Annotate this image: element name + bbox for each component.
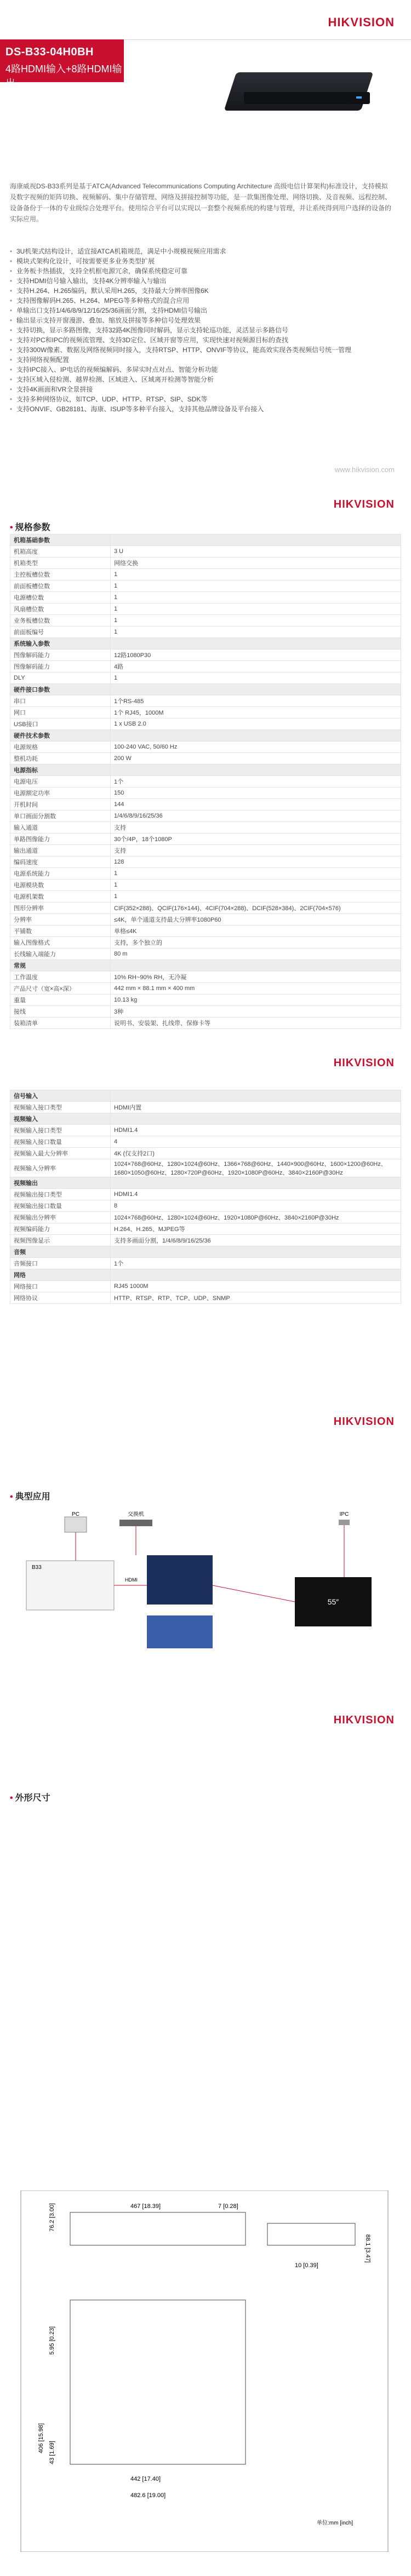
spec-value: 1 x USB 2.0 (111, 718, 401, 730)
spec-value: 支持 (111, 845, 401, 856)
spec-row (10, 948, 401, 960)
pc-label: PC (72, 1511, 79, 1517)
spec-key: 网络协议 (10, 1292, 111, 1304)
spec-key: 视频输出接口数量 (10, 1200, 111, 1212)
spec-key: 电源机架数 (10, 891, 111, 902)
spec-value: 1 (111, 592, 401, 603)
spec-value (111, 1246, 401, 1258)
spec-key: 重量 (10, 994, 111, 1006)
spec-value: 1 (111, 891, 401, 902)
feature-item: • 支持4K画面和VR全景拼接 (10, 384, 393, 394)
device-led (356, 96, 362, 99)
device-label: B33 (32, 1565, 42, 1571)
spec-key: DLY (10, 672, 111, 684)
feature-item: • 单输出口支持1/4/6/8/9/12/16/25/36画面分割，支持HDMI信号输出 (10, 306, 393, 315)
spec-value: 1个 (111, 776, 401, 787)
spec-value: 10.13 kg (111, 994, 401, 1006)
spec-row (10, 787, 401, 799)
spec-row (10, 546, 401, 557)
spec-row (10, 649, 401, 661)
spec-key: USB接口 (10, 718, 111, 730)
dim-label-1: 76.2 [3.00] (49, 2203, 55, 2232)
spec-row (10, 695, 401, 707)
spec-row (10, 925, 401, 937)
spec-value: 1 (111, 615, 401, 626)
spec-value: 150 (111, 787, 401, 799)
spec-key: 整机功耗 (10, 753, 111, 764)
spec-value: H.264、H.265、MJPEG等 (111, 1223, 401, 1235)
spec-key: 机箱高度 (10, 546, 111, 557)
model-number: DS-B33-04H0BH (5, 46, 94, 58)
spec-key: 分辨率 (10, 914, 111, 925)
dim-label-10: 10 [0.39] (295, 2262, 318, 2269)
dims-title-text: 外形尺寸 (15, 1793, 50, 1803)
dim-label-6: 406 [15.98] (38, 2423, 44, 2453)
ipc-label: IPC (339, 1511, 349, 1517)
dimension-drawing (10, 2190, 401, 2552)
monitor-label: 55″ (327, 1597, 339, 1606)
spec-key: 信号输入 (10, 1090, 111, 1102)
spec-key: 视频输出接口类型 (10, 1189, 111, 1200)
dim-label-9: 482.6 [19.00] (130, 2492, 166, 2499)
spec-value: 200 W (111, 753, 401, 764)
spec-key: 电源系统能力 (10, 868, 111, 879)
spec-title-text: 规格参数 (15, 523, 50, 532)
spec-key: 开机时间 (10, 799, 111, 810)
spec-value: 1 (111, 603, 401, 615)
feature-item: • 支持区域入侵检测、越界检测、区域进入、区域离开检测等智能分析 (10, 375, 393, 384)
spec-key: 音频 (10, 1246, 111, 1258)
spec-key: 单路图像能力 (10, 833, 111, 845)
spec-value: 支持，多个独立的 (111, 937, 401, 948)
website-watermark: www.hikvision.com (334, 465, 395, 474)
spec-row (10, 615, 401, 626)
spec-value: 支持 (111, 822, 401, 833)
spec-row (10, 891, 401, 902)
spec-value: 1个 (111, 1258, 401, 1269)
spec-row (10, 1281, 401, 1292)
spec-key: 图像解码能力 (10, 661, 111, 672)
spec-row (10, 741, 401, 753)
spec-row (10, 672, 401, 684)
feature-item: • 支持300W像素、数据及网络视频同时接入，支持RTSP、HTTP、ONVIF等协议，能高效实现各类视频信号统一管理 (10, 345, 393, 355)
spec-key: 视频输入 (10, 1113, 111, 1125)
feature-item: • 支持多种网络协议，如TCP、UDP、HTTP、RTSP、SIP、SDK等 (10, 394, 393, 404)
spec-key: 图形分辨率 (10, 902, 111, 914)
device-chassis (224, 72, 374, 111)
spec-key: 业务板槽位数 (10, 615, 111, 626)
spec-value: 128 (111, 856, 401, 868)
spec-group-row (10, 638, 401, 649)
spec-row (10, 1136, 401, 1148)
spec-key: 输入图像格式 (10, 937, 111, 948)
spec-group-row (10, 1090, 401, 1102)
spec-row (10, 833, 401, 845)
feature-item: • 支持ONVIF、GB28181、海康、ISUP等多种平台接入，支持其他品牌设备及平台接入 (10, 404, 393, 414)
spec-row (10, 1125, 401, 1136)
spec-row (10, 557, 401, 569)
feature-item: • 支持对PC和IPC的视频流管理、支持3D定位、区域开窗等应用，实现快速对视频源目标的查找 (10, 335, 393, 345)
spec-key: 产品尺寸（宽×高×深） (10, 983, 111, 994)
spec-row (10, 776, 401, 787)
brand-logo-spec: HIKVISION (333, 498, 395, 510)
spec-key: 网络接口 (10, 1281, 111, 1292)
spec-key: 平铺数 (10, 925, 111, 937)
spec-key: 主控板槽位数 (10, 569, 111, 580)
spec-row (10, 1189, 401, 1200)
spec-value: 1024×768@60Hz、1280×1024@60Hz、1920×1080P@60Hz、3840×2160P@30Hz (111, 1212, 401, 1223)
spec-value: 1 (111, 672, 401, 684)
spec-row (10, 718, 401, 730)
spec-row (10, 868, 401, 879)
spec-key: 单口画面分割数 (10, 810, 111, 822)
bullet-dot: • (10, 523, 13, 532)
spec-row (10, 971, 401, 983)
product-image (219, 60, 384, 126)
dim-label-3: 7 [0.28] (218, 2203, 238, 2210)
spec-group-row (10, 764, 401, 776)
spec-row (10, 983, 401, 994)
spec-key: 长线输入端能力 (10, 948, 111, 960)
spec-title (10, 520, 50, 533)
spec-row (10, 569, 401, 580)
spec-key: 硬件接口参数 (10, 684, 111, 695)
spec-key: 系统输入参数 (10, 638, 111, 649)
spec-row (10, 994, 401, 1006)
spec-value: 30个/4P，18个1080P (111, 833, 401, 845)
spec-key: 输入通道 (10, 822, 111, 833)
spec-group-row (10, 1246, 401, 1258)
spec-key: 机箱类型 (10, 557, 111, 569)
spec-value: 1 (111, 868, 401, 879)
spec-row (10, 1159, 401, 1177)
spec-value: 1 (111, 879, 401, 891)
spec-value: 1个 RJ45，1000M (111, 707, 401, 718)
spec-value (111, 534, 401, 546)
dim-label-7: 43 [1.69] (49, 2441, 55, 2464)
spec-value: 4 (111, 1136, 401, 1148)
spec-table (10, 534, 401, 1029)
spec-value: 80 m (111, 948, 401, 960)
spec-key: 视频编码能力 (10, 1223, 111, 1235)
spec-value: 支持多画面分割，1/4/6/8/9/16/25/36 (111, 1235, 401, 1246)
spec-row (10, 822, 401, 833)
model-subtitle: 4路HDMI输入+8路HDMI输出 (5, 64, 122, 89)
spec-value (111, 960, 401, 971)
spec-row (10, 1235, 401, 1246)
spec-table-2 (10, 1090, 401, 1304)
spec-group-row (10, 1177, 401, 1189)
spec-group-row (10, 960, 401, 971)
front-view (70, 2212, 246, 2245)
spec-value: HDMI1.4 (111, 1125, 401, 1136)
feature-item: • 模块式架构化设计，可按需要更多业务类型扩展 (10, 256, 393, 266)
spec-value: 442 mm × 88.1 mm × 400 mm (111, 983, 401, 994)
spec-row (10, 1212, 401, 1223)
spec-value: 单格≤4K (111, 925, 401, 937)
bullet-dot: • (10, 1793, 13, 1803)
spec-row (10, 592, 401, 603)
monitor-node (295, 1577, 372, 1626)
spec-key: 常规 (10, 960, 111, 971)
spec-value: 1 (111, 626, 401, 638)
header (0, 0, 411, 99)
spec-row (10, 626, 401, 638)
feature-list (10, 246, 393, 414)
title-bar (0, 39, 124, 89)
brand-logo-dims: HIKVISION (333, 1714, 395, 1726)
spec-value (111, 1090, 401, 1102)
spec-group-row (10, 684, 401, 695)
spec-key: 前面板编号 (10, 626, 111, 638)
app-title (10, 1490, 50, 1502)
spec-key: 编码速度 (10, 856, 111, 868)
spec-value: 网络交换 (111, 557, 401, 569)
feature-item: • 3U机架式结构设计，适宜接ATCA机箱规范，满足中小规模视频应用需求 (10, 246, 393, 256)
spec-row (10, 810, 401, 822)
spec-value: 3种 (111, 1006, 401, 1017)
spec-row (10, 1017, 401, 1029)
unit-label: 单位:mm [inch] (317, 2520, 353, 2526)
spec-value (111, 764, 401, 776)
spec-value: 1个RS-485 (111, 695, 401, 707)
spec-row (10, 707, 401, 718)
spec-group-row (10, 1269, 401, 1281)
side-view (267, 2223, 355, 2245)
spec-value: HDMI内置 (111, 1102, 401, 1113)
device-node (26, 1561, 114, 1610)
spec-key: 视频输入接口类型 (10, 1102, 111, 1113)
top-view (70, 2300, 246, 2464)
spec-key: 网口 (10, 707, 111, 718)
dim-label-5: 5.95 [0.23] (49, 2326, 55, 2355)
spec-row (10, 1148, 401, 1159)
feature-item: • 支持网络视频配置 (10, 355, 393, 365)
spec-value: 4路 (111, 661, 401, 672)
spec-row (10, 661, 401, 672)
spec-value: 3 U (111, 546, 401, 557)
spec-key: 输出通道 (10, 845, 111, 856)
videowall-node (147, 1555, 213, 1648)
spec-key: 图像解码能力 (10, 649, 111, 661)
brand-logo-spec2: HIKVISION (333, 1057, 395, 1069)
spec-row (10, 799, 401, 810)
feature-item: • 支持切换，显示多路图像，支持32路4K图像同时解码，显示支持轮巡功能，灵活显示多路信号 (10, 325, 393, 335)
brand-logo: HIKVISION (328, 15, 395, 29)
hdmi-label: HDMI (125, 1577, 138, 1583)
spec-row (10, 753, 401, 764)
spec-key: 硬件技术参数 (10, 730, 111, 741)
spec-key: 装箱清单 (10, 1017, 111, 1029)
spec-key: 电源额定功率 (10, 787, 111, 799)
spec-value: HTTP、RTSP、RTP、TCP、UDP、SNMP (111, 1292, 401, 1304)
dim-label-2: 467 [18.39] (130, 2203, 161, 2210)
spec-value: CIF(352×288)、QCIF(176×144)、4CIF(704×288)、DCIF(528×384)、2CIF(704×576) (111, 902, 401, 914)
feature-item: • 支持H.264、H.265编码，默认采用H.265，支持最大分辨率图像6K (10, 286, 393, 296)
spec-row (10, 856, 401, 868)
spec-key: 串口 (10, 695, 111, 707)
spec-key: 电源槽位数 (10, 592, 111, 603)
application-diagram (10, 1511, 401, 1654)
spec-key: 视频输出分辨率 (10, 1212, 111, 1223)
feature-item: • 支持图像解码H.265、H.264、MPEG等多种格式的混合应用 (10, 296, 393, 306)
spec-value (111, 1177, 401, 1189)
spec-value: 1/4/6/8/9/16/25/36 (111, 810, 401, 822)
spec-key: 电源电压 (10, 776, 111, 787)
dim-label-8: 442 [17.40] (130, 2476, 161, 2482)
spec-key: 网络 (10, 1269, 111, 1281)
spec-row (10, 937, 401, 948)
spec-value: ≤4K，单个通道支持最大分辨率1080P60 (111, 914, 401, 925)
spec-key: 电源规格 (10, 741, 111, 753)
spec-value: 1024×768@60Hz、1280×1024@60Hz、1366×768@60Hz、1440×900@60Hz、1600×1200@60Hz、1680×1050@60Hz、1280×720P@60Hz、1920×1080P@60Hz、3840×2160P@30Hz (111, 1159, 401, 1177)
spec-value: 4K (仅支持2口) (111, 1148, 401, 1159)
spec-value: 12路1080P30 (111, 649, 401, 661)
spec-value: HDMI1.4 (111, 1189, 401, 1200)
device-front-panel (244, 92, 370, 104)
spec-row (10, 879, 401, 891)
spec-key: 视频输入接口类型 (10, 1125, 111, 1136)
spec-group-row (10, 534, 401, 546)
spec-key: 视频输入分辨率 (10, 1159, 111, 1177)
spec-row (10, 1258, 401, 1269)
ipc-node (339, 1511, 350, 1525)
spec-key: 电源指标 (10, 764, 111, 776)
spec-row (10, 1292, 401, 1304)
header-divider (124, 39, 411, 40)
switch-node (119, 1511, 152, 1526)
feature-item: • 输出显示支持开窗漫游、叠加、缩放及拼接等多种信号处理效果 (10, 315, 393, 325)
spec-row (10, 1102, 401, 1113)
spec-value: RJ45 1000M (111, 1281, 401, 1292)
spec-value (111, 684, 401, 695)
spec-row (10, 914, 401, 925)
spec-value (111, 638, 401, 649)
spec-value: 100-240 VAC, 50/60 Hz (111, 741, 401, 753)
brand-logo-app: HIKVISION (333, 1416, 395, 1428)
spec-value: 144 (111, 799, 401, 810)
spec-key: 视频输出 (10, 1177, 111, 1189)
feature-item: • 业务板卡热插拔，支持全机框电源冗余，确保系统稳定可靠 (10, 266, 393, 276)
spec-row (10, 1223, 401, 1235)
spec-key: 视频图像显示 (10, 1235, 111, 1246)
spec-key: 工作温度 (10, 971, 111, 983)
spec-value (111, 1269, 401, 1281)
bullet-dot: • (10, 1492, 13, 1502)
spec-row (10, 1006, 401, 1017)
dim-label-4: 88.1 [3.47] (364, 2234, 371, 2263)
spec-key: 电源模块数 (10, 879, 111, 891)
spec-key: 视频输入接口数量 (10, 1136, 111, 1148)
feature-item: • 支持IPC接入、IP电话的视频编解码、多屏实时点对点、智能分析功能 (10, 365, 393, 375)
feature-item: • 支持HDMI信号输入输出，支持4K分辨率输入与输出 (10, 276, 393, 286)
dims-title (10, 1791, 50, 1803)
spec-key: 机箱基础参数 (10, 534, 111, 546)
spec-value (111, 730, 401, 741)
spec-value: 1 (111, 569, 401, 580)
spec-group-row (10, 730, 401, 741)
switch-label: 交换机 (128, 1511, 144, 1517)
spec-value: 说明书、安装架、扎线带、保修卡等 (111, 1017, 401, 1029)
spec-group-row (10, 1113, 401, 1125)
app-title-text: 典型应用 (15, 1492, 50, 1502)
spec-value: 8 (111, 1200, 401, 1212)
spec-row (10, 902, 401, 914)
spec-value: 1 (111, 580, 401, 592)
spec-row (10, 603, 401, 615)
spec-row (10, 845, 401, 856)
spec-key: 视频输入最大分辨率 (10, 1148, 111, 1159)
spec-key: 前面板槽位数 (10, 580, 111, 592)
spec-row (10, 580, 401, 592)
spec-key: 音频接口 (10, 1258, 111, 1269)
spec-value: 10% RH~90% RH，无冷凝 (111, 971, 401, 983)
intro-paragraph: 海康威视DS-B33系列是基于ATCA(Advanced Telecommunications Computing Architecture 高级电信计算架构)标准设计，支持模拟及数字视频的矩阵切换、视频解码、集中存储管理、网络及拼接控制等功能，是一款集图像处理、网络切换、及音视频、远程控制、设备备份于一体的专业级综合处理平台。使用综合平台可以实现以一套整个视频系统的构建与管理，并让系统得到用户选择的设备的实际应用。 (10, 182, 392, 223)
spec-value (111, 1113, 401, 1125)
pc-node (65, 1511, 87, 1532)
spec-key: 接线 (10, 1006, 111, 1017)
spec-row (10, 1200, 401, 1212)
spec-key: 风扇槽位数 (10, 603, 111, 615)
